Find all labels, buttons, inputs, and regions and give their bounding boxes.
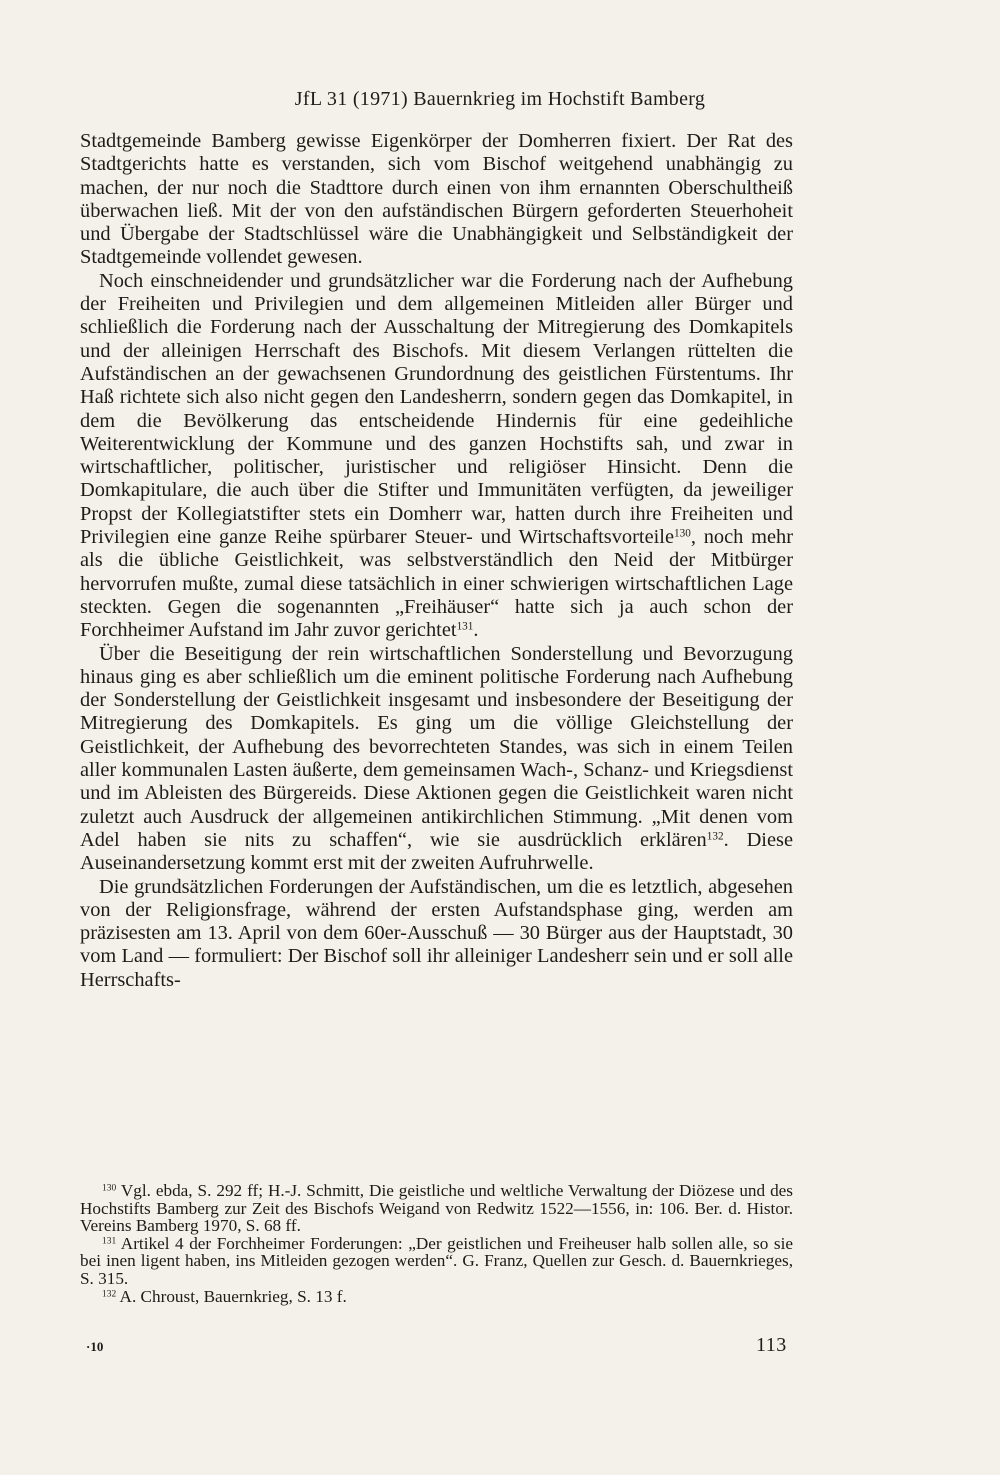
footnote-131 bbox=[80, 1235, 793, 1288]
footnote-ref-132: 132 bbox=[706, 830, 724, 843]
footnote-number: 131 bbox=[102, 1236, 117, 1247]
body-text bbox=[80, 130, 793, 992]
paragraph-text: Noch einschneidender und grundsätzlicher war die Forderung nach der Aufhebung der Freiheiten und Privilegien und dem allgemeinen Mitleiden aller Bürger und schließlich die Forderung nach der Ausschaltung der Mitregierung des Domkapitels und der alleinigen Herrschaft des Bischofs. Mit diesem Verlangen rüttelten die Aufständischen an der gewachsenen Grundordnung des geistlichen Fürstentums. Ihr Haß richtete sich also nicht gegen den Landesherrn, sondern gegen das Domkapitel, in dem die Bevölkerung das entscheidende Hindernis für eine gedeihliche Weiterentwicklung der Kommune und des ganzen Hochstifts sah, und zwar in wirtschaftlicher, politischer, juristischer und religiöser Hinsicht. Denn die Domkapitulare, die auch über die Stifter und Immunitäten verfügten, da jeweiliger Propst der Kollegiatstifter stets ein Domherr war, hatten durch ihre Freiheiten und Privilegien eine ganze Reihe spürbarer Steuer- und Wirtschaftsvorteile bbox=[80, 269, 793, 549]
paragraph-4 bbox=[80, 876, 793, 992]
running-head: JfL 31 (1971) Bauernkrieg im Hochstift Bamberg bbox=[294, 88, 706, 110]
paragraph-3 bbox=[80, 643, 793, 876]
footnote-text: Vgl. ebda, S. 292 ff; H.-J. Schmitt, Die geistliche und weltliche Verwaltung der Diözese und des Hochstifts Bamberg zur Zeit des Bischofs Weigand von Redwitz 1522—1556, in: 106. Ber. d. Histor. Vereins Bamberg 1970, S. 68 ff. bbox=[80, 1181, 793, 1236]
footnotes bbox=[80, 1182, 793, 1305]
page-number: 113 bbox=[756, 1334, 787, 1356]
paragraph-text: . Diese Auseinandersetzung kommt erst mit der zweiten Aufruhrwelle. bbox=[80, 828, 793, 875]
paragraph-text: Über die Beseitigung der rein wirtschaftlichen Sonderstellung und Bevorzugung hinaus ging es aber schließlich um die eminent politische Forderung nach Aufhebung der Sonderstellung der Geistlichkeit insgesamt und insbesondere der Beseitigung der Mitregierung des Domkapitels. Es ging um die völlige Gleichstellung der Geistlichkeit, der Aufhebung des bevorrechteten Standes, was sich in einem Teilen aller kommunalen Lasten äußerte, dem gemeinsamen Wach-, Schanz- und Kriegsdienst und im Ableisten des Bürgereids. Diese Aktionen gegen die Geistlichkeit waren nicht zuletzt auch Ausdruck der allgemeinen antikirchlichen Stimmung. „Mit denen vom Adel haben sie nits zu schaffen“, wie sie ausdrücklich erklären bbox=[80, 642, 793, 851]
footnote-ref-130: 130 bbox=[674, 527, 691, 540]
signature-mark: ·10 bbox=[86, 1339, 104, 1354]
footnote-ref-131: 131 bbox=[456, 620, 474, 633]
paragraph-text: . bbox=[473, 619, 479, 642]
paragraph-text: Stadtgemeinde Bamberg gewisse Eigenkörper der Domherren fixiert. Der Rat des Stadtgerichts hatte es verstanden, sich vom Bischof weitgehend unabhängig zu machen, der nur noch die Stadttore durch einen von ihm ernannten Oberschultheiß überwachen ließ. Mit der von den aufständischen Bürgern geforderten Steuerhoheit und Übergabe der Stadtschlüssel wäre die Unabhängigkeit und Selbständigkeit der Stadtgemeinde vollendet gewesen. bbox=[80, 130, 793, 269]
paragraph-2 bbox=[80, 270, 793, 643]
footnote-130 bbox=[80, 1182, 793, 1235]
footnote-text: Artikel 4 der Forchheimer Forderungen: „Der geistlichen und Freiheuser halb sollen alle, so sie bei inen ligent haben, ins Mitleiden gezogen werden“. G. Franz, Quellen zur Gesch. d. Bauernkrieges, S. 315. bbox=[80, 1233, 793, 1288]
footnote-number: 130 bbox=[102, 1183, 117, 1194]
footnote-number: 132 bbox=[102, 1288, 117, 1299]
paragraph-text: , noch mehr als die übliche Geistlichkeit, was selbstverständlich den Neid der Mitbürger hervorrufen mußte, zumal diese tatsächlich in einer schwierigen wirtschaftlichen Lage steckten. Gegen die sogenannten „Freihäuser“ hatte sich ja auch schon der Forchheimer Aufstand im Jahr zuvor gerichtet bbox=[80, 526, 793, 642]
footnote-text: A. Chroust, Bauernkrieg, S. 13 f. bbox=[119, 1286, 347, 1306]
footnote-132 bbox=[80, 1288, 793, 1306]
paragraph-1 bbox=[80, 130, 793, 270]
paragraph-text: Die grundsätzlichen Forderungen der Aufständischen, um die es letztlich, abgesehen von der Religionsfrage, während der ersten Aufstandsphase ging, werden am präzisesten am 13. April von dem 60er-Ausschuß — 30 Bürger aus der Hauptstadt, 30 vom Land — formuliert: Der Bischof soll ihr alleiniger Landesherr sein und er soll alle Herrschafts- bbox=[80, 875, 793, 991]
